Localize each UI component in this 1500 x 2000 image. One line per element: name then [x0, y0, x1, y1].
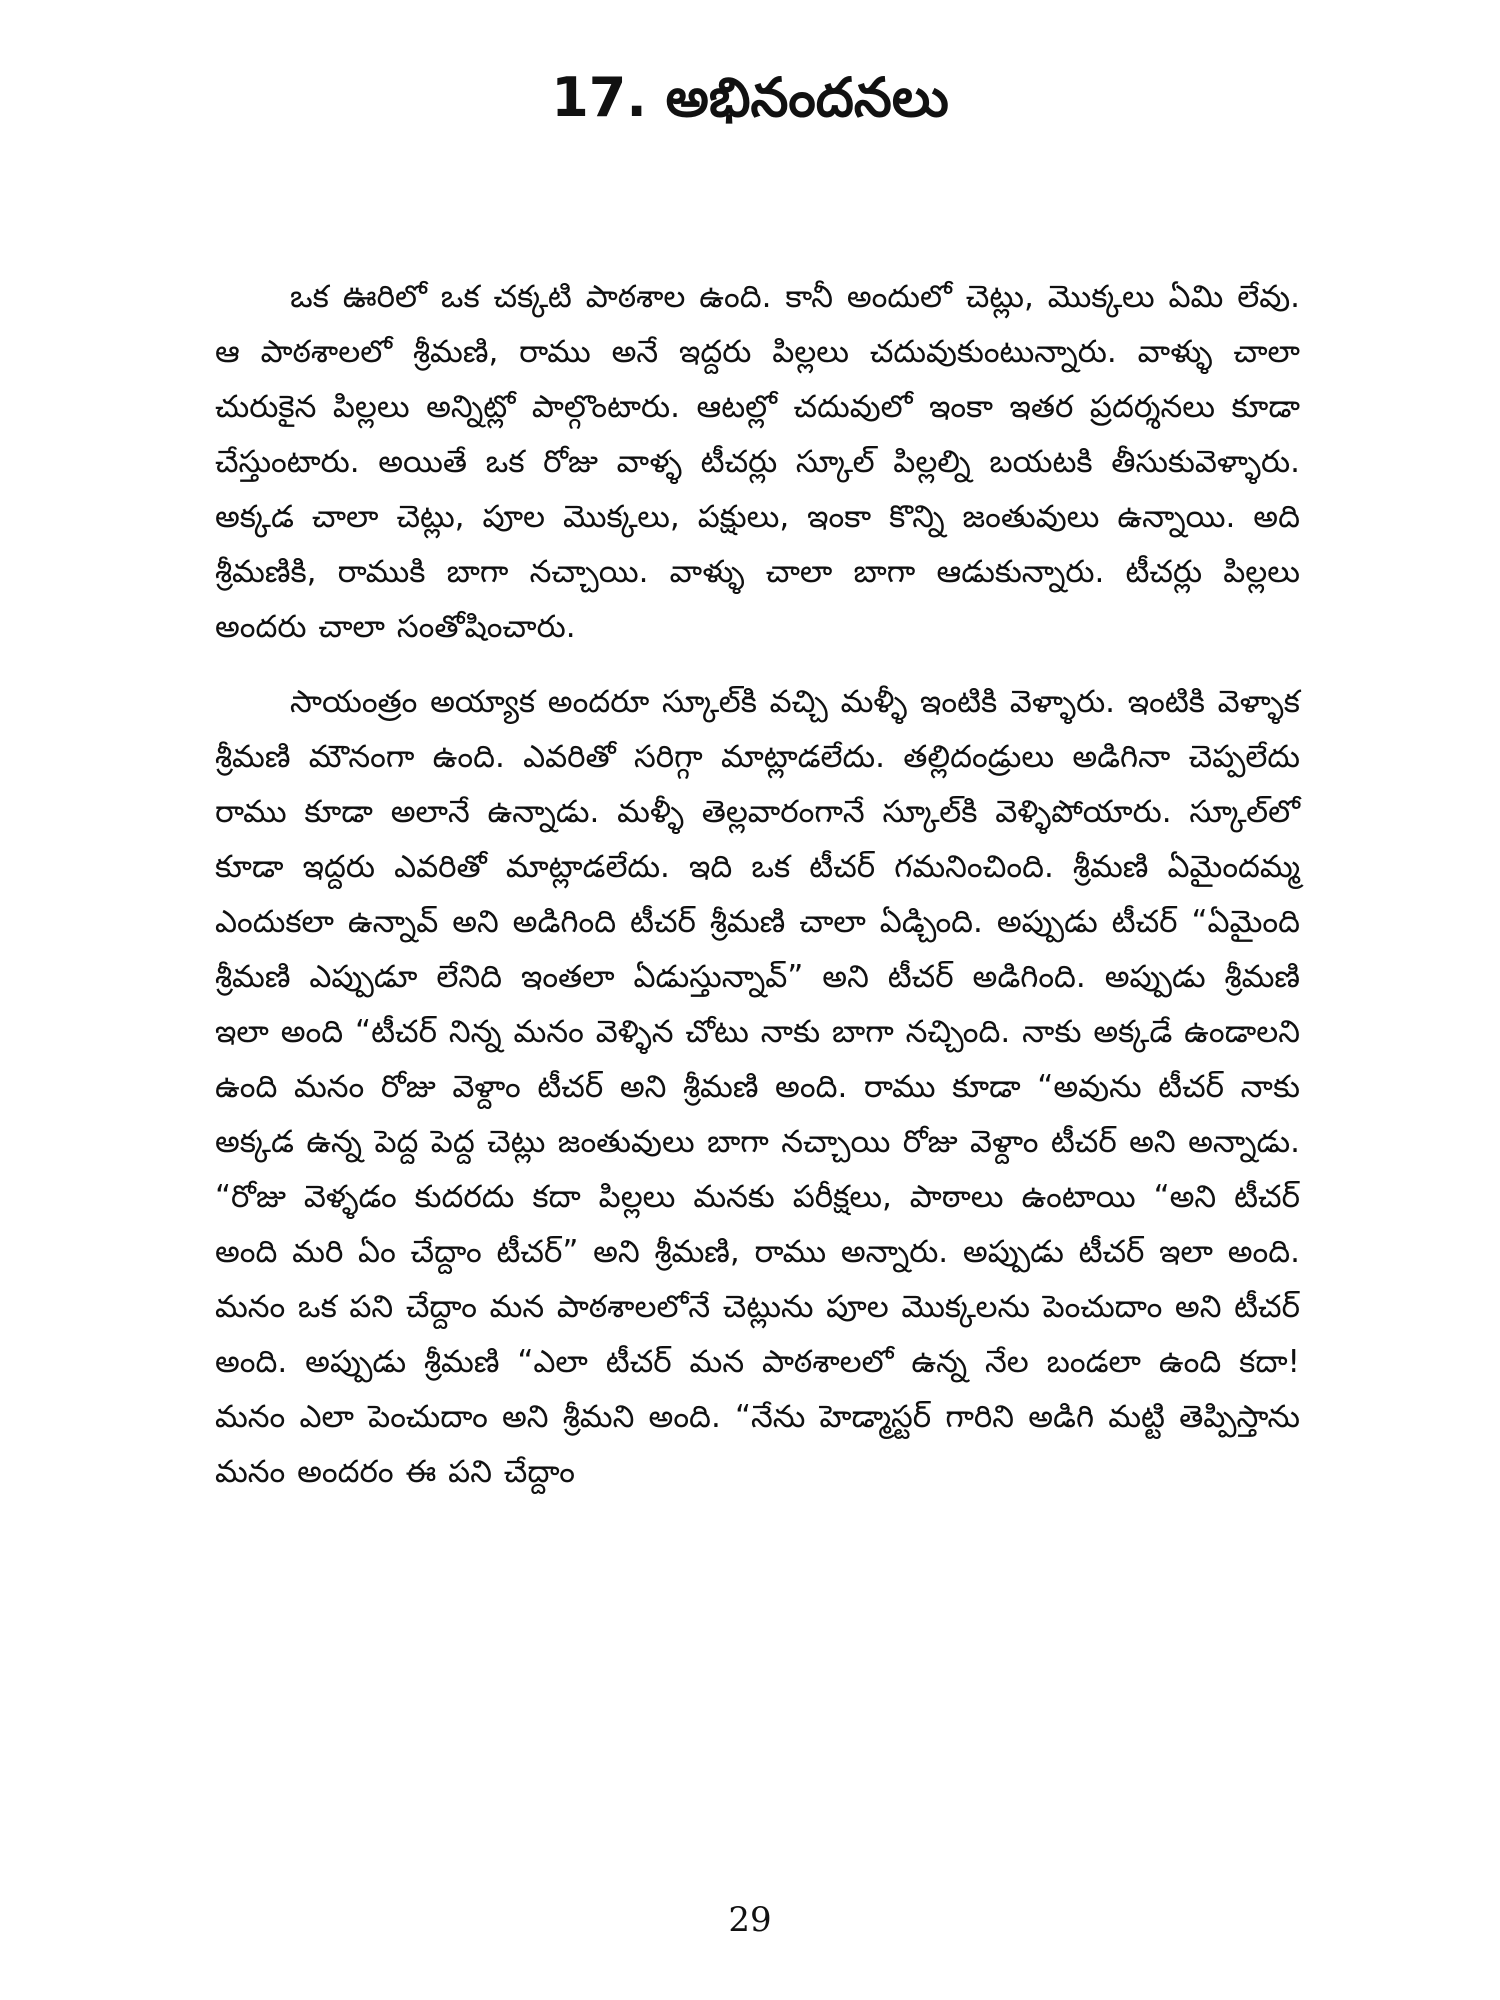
chapter-title: 17. అభినందనలు [551, 66, 949, 129]
page-number: 29 [728, 1900, 772, 1940]
story-body [215, 270, 1300, 1520]
paragraph-2: సాయంత్రం అయ్యాక అందరూ స్కూల్‌కి వచ్చి మళ్ళీ ఇంటికి వెళ్ళారు. ఇంటికి వెళ్ళాక శ్రీమణి మౌనంగా ఉంది. ఎవరితో సరిగ్గా మాట్లాడలేదు. తల్లిదండ్రులు అడిగినా చెప్పలేదు రాము కూడా అలానే ఉన్నాడు. మళ్ళీ తెల్లవారంగానే స్కూల్‌కి వెళ్ళిపోయారు. స్కూల్‌లో కూడా ఇద్దరు ఎవరితో మాట్లాడలేదు. ఇది ఒక టీచర్ గమనించింది. శ్రీమణి ఏమైందమ్మ ఎందుకలా ఉన్నావ్ అని అడిగింది టీచర్ శ్రీమణి చాలా ఏడ్చింది. అప్పుడు టీచర్ “ఏమైంది శ్రీమణి ఎప్పుడూ లేనిది ఇంతలా ఏడుస్తున్నావ్” అని టీచర్ అడిగింది. అప్పుడు శ్రీమణి ఇలా అంది “టీచర్ నిన్న మనం వెళ్ళిన చోటు నాకు బాగా నచ్చింది. నాకు అక్కడే ఉండాలని ఉంది మనం రోజు వెళ్దాం టీచర్ అని శ్రీమణి అంది. రాము కూడా “అవును టీచర్ నాకు అక్కడ ఉన్న పెద్ద పెద్ద చెట్లు జంతువులు బాగా నచ్చాయి రోజు వెళ్దాం టీచర్ అని అన్నాడు. “రోజు వెళ్ళడం కుదరదు కదా పిల్లలు మనకు పరీక్షలు, పాఠాలు ఉంటాయి “అని టీచర్ అంది మరి ఏం చేద్దాం టీచర్” అని శ్రీమణి, రాము అన్నారు. అప్పుడు టీచర్ ఇలా అంది. మనం ఒక పని చేద్దాం మన పాఠశాలలోనే చెట్లును పూల మొక్కలను పెంచుదాం అని టీచర్ అంది. అప్పుడు శ్రీమణి “ఎలా టీచర్ మన పాఠశాలలో ఉన్న నేల బండలా ఉంది కదా! మనం ఎలా పెంచుదాం అని శ్రీమని అంది. “నేను హెడ్మాస్టర్ గారిని అడిగి మట్టి తెప్పిస్తాను మనం అందరం ఈ పని చేద్దాం [215, 684, 1300, 1490]
paragraph-1: ఒక ఊరిలో ఒక చక్కటి పాఠశాల ఉంది. కానీ అందులో చెట్లు, మొక్కలు ఏమి లేవు. ఆ పాఠశాలలో శ్రీమణి, రాము అనే ఇద్దరు పిల్లలు చదువుకుంటున్నారు. వాళ్ళు చాలా చురుకైన పిల్లలు అన్నిట్లో పాల్గొంటారు. ఆటల్లో చదువులో ఇంకా ఇతర ప్రదర్శనలు కూడా చేస్తుంటారు. అయితే ఒక రోజు వాళ్ళ టీచర్లు స్కూల్ పిల్లల్ని బయటకి తీసుకువెళ్ళారు. అక్కడ చాలా చెట్లు, పూల మొక్కలు, పక్షులు, ఇంకా కొన్ని జంతువులు ఉన్నాయి. అది శ్రీమణికి, రాముకి బాగా నచ్చాయి. వాళ్ళు చాలా బాగా ఆడుకున్నారు. టీచర్లు పిల్లలు అందరు చాలా సంతోషించారు. [215, 279, 1300, 645]
